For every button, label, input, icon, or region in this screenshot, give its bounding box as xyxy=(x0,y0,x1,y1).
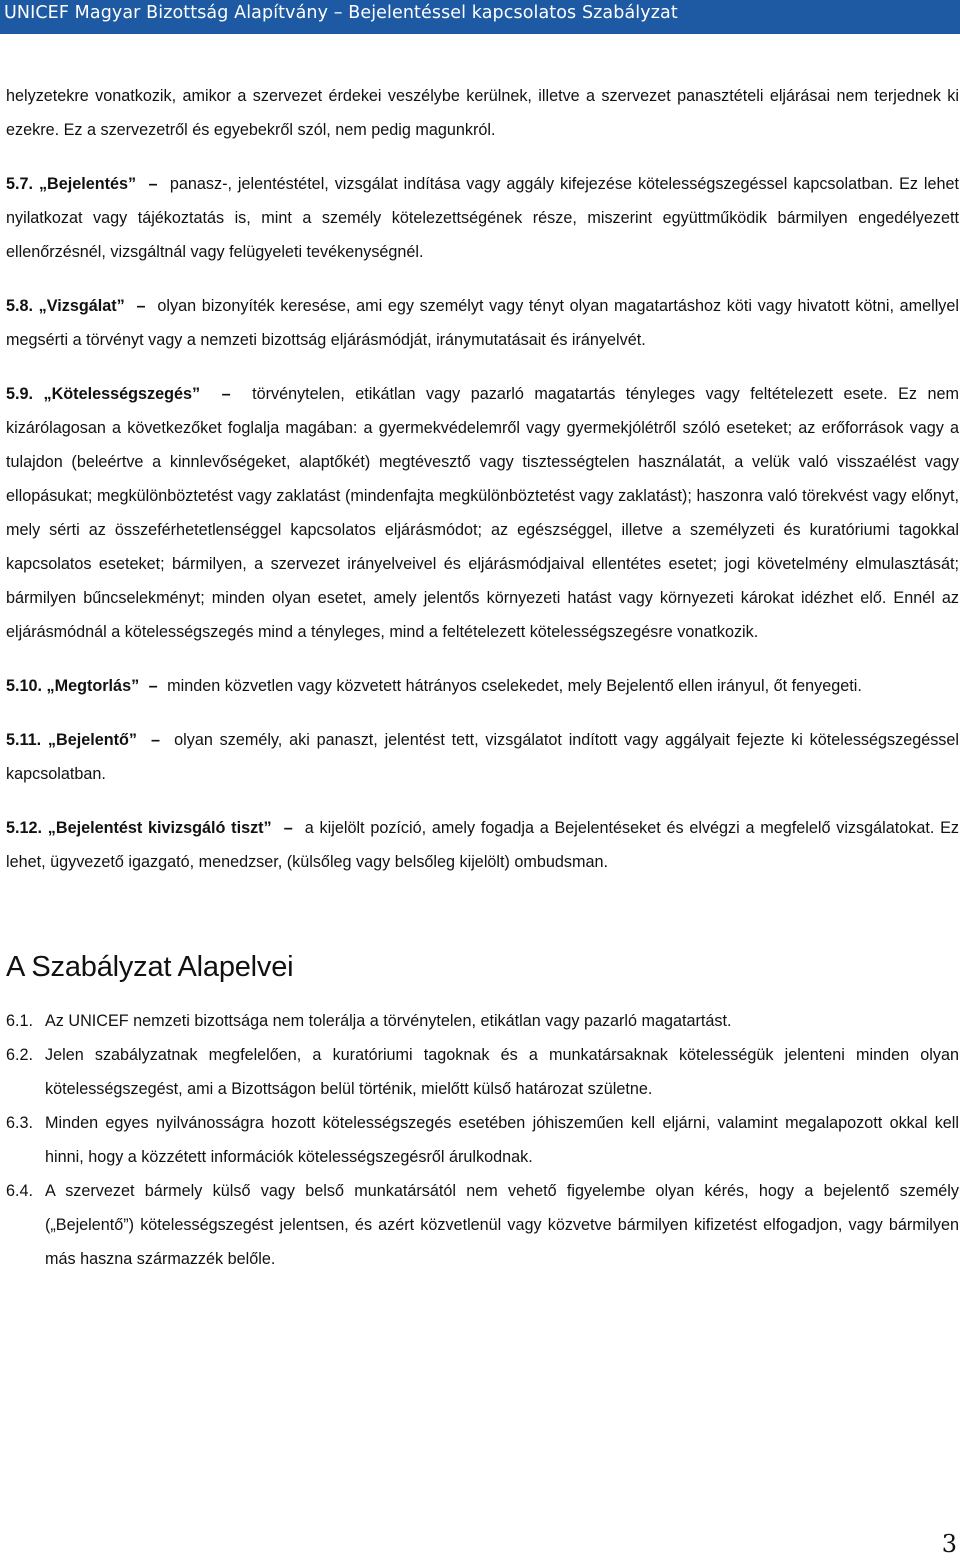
definition-5-9 xyxy=(6,377,959,649)
list-item xyxy=(6,1174,959,1276)
list-item-text: A szervezet bármely külső vagy belső munkatársától nem vehető figyelembe olyan kérés, hogy a bejelentő személy („Bejelentő”) kötelességszegést jelentsen, és azért közvetlenül vagy közvetve bármilyen kifizetést elfogadjon, vagy bármilyen más haszna származzék belőle. xyxy=(45,1182,959,1268)
list-item-number: 6.1. xyxy=(6,1012,34,1030)
list-item xyxy=(6,1004,959,1038)
document-header-title: UNICEF Magyar Bizottság Alapítvány – Bejelentéssel kapcsolatos Szabályzat xyxy=(4,3,678,23)
definition-5-7 xyxy=(6,167,959,269)
list-item-number: 6.2. xyxy=(6,1046,34,1064)
document-header xyxy=(0,0,960,34)
definition-dash: – xyxy=(283,819,293,837)
principles-list xyxy=(6,1004,959,1276)
definition-number: 5.10. xyxy=(6,677,43,695)
definition-term: „Bejelentő” xyxy=(47,731,137,749)
definition-5-8 xyxy=(6,289,959,357)
definition-term: „Kötelességszegés” xyxy=(43,385,201,403)
definition-dash: – xyxy=(136,297,146,315)
definition-number: 5.7. xyxy=(6,175,34,193)
definition-text: olyan személy, aki panaszt, jelentést tett, vizsgálatot indított vagy aggályait fejezte ki kötelességszegéssel kapcsolatban. xyxy=(6,731,960,783)
definition-term: „Vizsgálat” xyxy=(38,297,125,315)
definition-dash: – xyxy=(148,677,158,695)
list-item-text: Minden egyes nyilvánosságra hozott kötelességszegés esetében jóhiszeműen kell eljárni, valamint megalapozott okkal kell hinni, hogy a közzétett információk kötelességszegésről árulkodnak. xyxy=(45,1114,959,1166)
definition-text: olyan bizonyíték keresése, ami egy személyt vagy tényt olyan magatartáshoz köti vagy hivatott kötni, amellyel megsérti a törvényt vagy a nemzeti bizottság eljárásmódját, iránymutatásait és irányelvét. xyxy=(6,297,960,349)
intro-paragraph: helyzetekre vonatkozik, amikor a szervezet érdekei veszélybe kerülnek, illetve a szervezet panasztételi eljárásai nem terjednek ki ezekre. Ez a szervezetről és egyebekről szól, nem pedig magunkról. xyxy=(6,87,959,139)
definition-number: 5.8. xyxy=(6,297,34,315)
list-item-text: Az UNICEF nemzeti bizottsága nem tolerálja a törvénytelen, etikátlan vagy pazarló magatartást. xyxy=(45,1012,732,1030)
definition-dash: – xyxy=(221,385,231,403)
definition-term: „Megtorlás” xyxy=(46,677,140,695)
definition-number: 5.12. xyxy=(6,819,43,837)
definition-text: panasz-, jelentéstétel, vizsgálat indítása vagy aggály kifejezése kötelességszegéssel kapcsolatban. Ez lehet nyilatkozat vagy tájékoztatás is, mint a személy kötelezettségének része, miszerint együttműködik bármilyen engedélyezett ellenőrzésnél, vizsgáltnál vagy felügyeleti tevékenységnél. xyxy=(6,175,959,261)
definition-dash: – xyxy=(151,731,161,749)
list-item xyxy=(6,1106,959,1174)
definition-dash: – xyxy=(148,175,158,193)
definition-number: 5.9. xyxy=(6,385,34,403)
definition-5-12 xyxy=(6,811,959,879)
section-heading: A Szabályzat Alapelvei xyxy=(6,951,294,983)
list-item xyxy=(6,1038,959,1106)
definition-text: minden közvetlen vagy közvetett hátrányos cselekedet, mely Bejelentő ellen irányul, őt fenyegeti. xyxy=(167,677,862,695)
definition-number: 5.11. xyxy=(6,731,42,749)
definition-term: „Bejelentést kivizsgáló tiszt” xyxy=(47,819,272,837)
definition-5-10 xyxy=(6,669,959,703)
definition-text: a kijelölt pozíció, amely fogadja a Bejelentéseket és elvégzi a megfelelő vizsgálatokat. Ez lehet, ügyvezető igazgató, menedzser, (külsőleg vagy belsőleg kijelölt) ombudsman. xyxy=(6,819,959,871)
list-item-number: 6.4. xyxy=(6,1182,34,1200)
definition-text: törvénytelen, etikátlan vagy pazarló magatartás tényleges vagy feltételezett esete. Ez nem kizárólagosan a következőket foglalja magában: a gyermekvédelemről vagy gyermekjólétről szóló eseteket; az erőforrások vagy a tulajdon (beleértve a kinnlevőségeket, alaptőkét) megtévesztő vagy tisztességtelen használatát, a velük való visszaélést vagy ellopásukat; megkülönböztetést vagy zaklatást (mindenfajta megkülönböztetést vagy zaklatást); haszonra való törekvést vagy előnyt, mely sérti az összeférhetetlenséggel kapcsolatos eljárásmódot; az egészséggel, illetve a személyzeti és kuratóriumi tagokkal kapcsolatos eseteket; bármilyen, a szervezet irányelveivel és eljárásmódjaival ellentétes esetet; jogi követelmény elmulasztását; bármilyen bűncselekményt; minden olyan esetet, amely jelentős környezeti hatást vagy környezeti károkat idézhet elő. Ennél az eljárásmódnál a kötelességszegés mind a tényleges, mind a feltételezett kötelességszegésre vonatkozik. xyxy=(6,385,960,641)
list-item-number: 6.3. xyxy=(6,1114,34,1132)
page-number: 3 xyxy=(941,1530,957,1558)
definition-term: „Bejelentés” xyxy=(38,175,137,193)
list-item-text: Jelen szabályzatnak megfelelően, a kuratóriumi tagoknak és a munkatársaknak kötelességük jelenteni minden olyan kötelességszegést, ami a Bizottságon belül történik, mielőtt külső határozat születne. xyxy=(45,1046,959,1098)
definition-5-11 xyxy=(6,723,959,791)
document-body xyxy=(6,79,959,1276)
